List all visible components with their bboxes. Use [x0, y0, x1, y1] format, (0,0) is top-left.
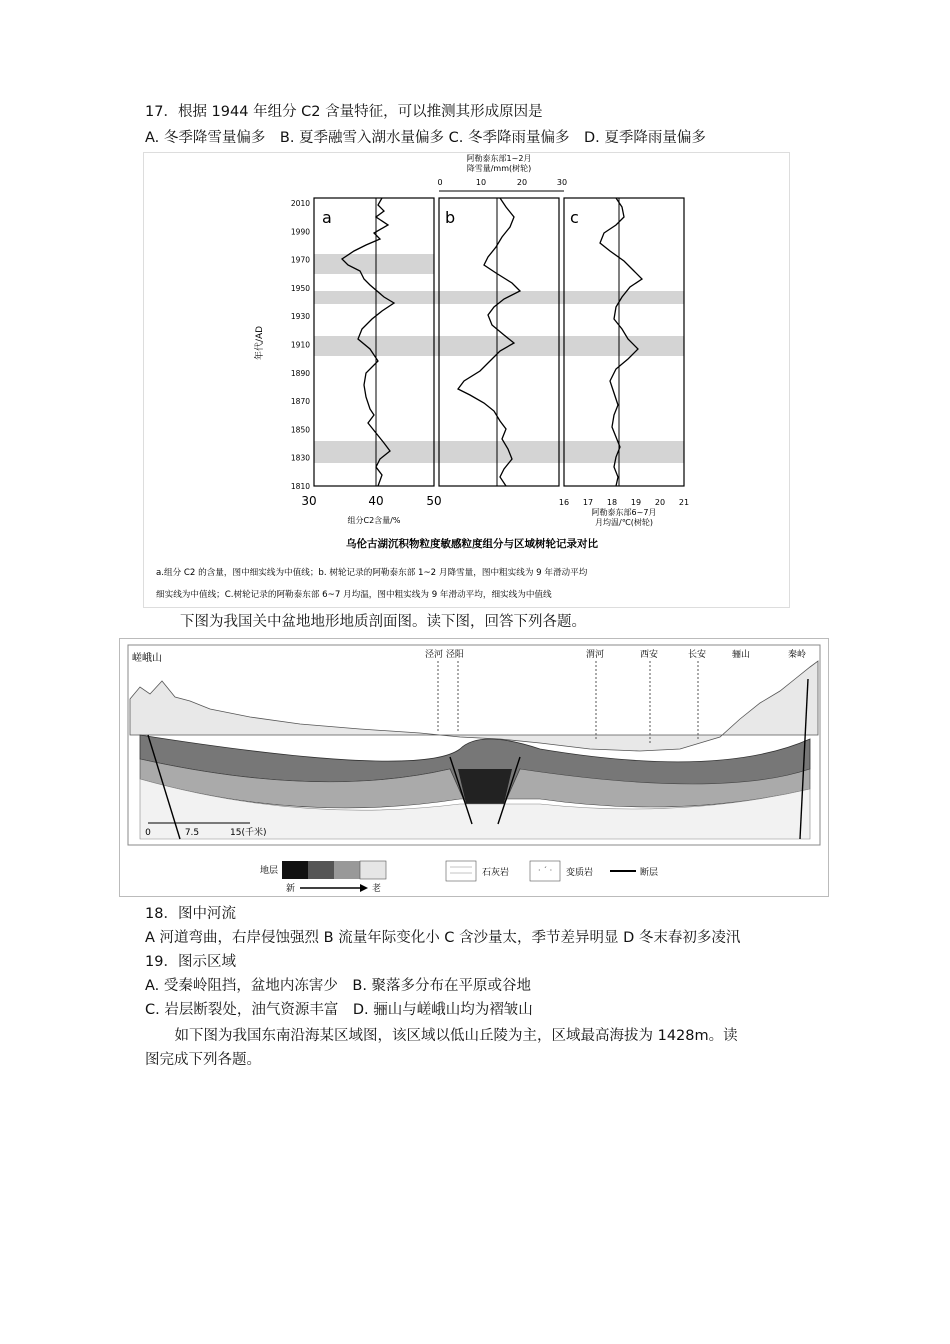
svg-text:· ´ ·: · ´ ·: [538, 866, 553, 875]
legend-strata-label: 地层: [260, 866, 279, 876]
intro-20-line-2: 图完成下列各题。: [145, 1052, 261, 1068]
c-tick-label: 17: [582, 498, 594, 507]
y-tick-label: 1970: [290, 255, 310, 265]
a-tick-50: 50: [426, 494, 442, 508]
q19-stem: 19．图示区域: [145, 954, 236, 970]
top-tick-3: 30: [556, 178, 568, 187]
c-tick-label: 20: [654, 498, 666, 507]
legend-metamorphic: 变质岩: [566, 868, 594, 878]
q19-options-cd: C. 岩层断裂处，油气资源丰富 D. 骊山与嵯峨山均为褶皱山: [145, 1002, 533, 1018]
c-tick-label: 18: [606, 498, 618, 507]
intro-18: 下图为我国关中盆地地形地质剖面图。读下图，回答下列各题。: [180, 614, 586, 630]
q18-stem: 18．图中河流: [145, 906, 236, 922]
y-ticks: [291, 199, 310, 491]
y-tick-label: 1990: [290, 227, 310, 237]
label-lishan: 骊山: [732, 650, 751, 660]
c-axis-title-2: 月均温/℃(树轮): [595, 518, 653, 527]
figure1-caption: 乌伦古湖沉积物粒度敏感粒度组分与区域树轮记录对比: [346, 538, 598, 550]
legend-limestone: 石灰岩: [482, 868, 510, 878]
q17-stem: 17．根据 1944 年组分 C2 含量特征，可以推测其形成原因是: [145, 104, 543, 120]
c-tick-label: 16: [558, 498, 570, 507]
y-axis-title: 年代/AD: [255, 325, 265, 361]
y-tick-label: 1810: [290, 482, 310, 491]
label-changan: 长安: [688, 650, 707, 660]
q19-options-ab: A. 受秦岭阻挡，盆地内冻害少 B. 聚落多分布在平原或谷地: [145, 978, 532, 994]
figure-lake-sediment-chart: [143, 152, 790, 608]
a-tick-30: 30: [301, 494, 317, 508]
top-tick-0: 0: [437, 178, 443, 187]
chart-svg: [144, 153, 789, 607]
legend-new: 新: [286, 884, 296, 894]
q17-options: A. 冬季降雪量偏多 B. 夏季融雪入湖水量偏多 C. 冬季降雨量偏多 D. 夏季降雨量偏多: [145, 130, 706, 146]
y-tick-label: 2010: [290, 199, 310, 208]
label-weihe: 渭河: [586, 650, 605, 660]
scale-7-5: 7.5: [184, 828, 200, 838]
label-cuoe-mountain: 嵯峨山: [132, 653, 162, 664]
intro-20-line-1: 如下图为我国东南沿海某区域图，该区域以低山丘陵为主，区域最高海拔为 1428m。读: [160, 1028, 738, 1044]
q18-options: A 河道弯曲，右岸侵蚀强烈 B 流量年际变化小 C 含沙量太，季节差异明显 D 冬末春初多凌汛: [145, 930, 741, 946]
y-tick-label: 1830: [290, 453, 310, 463]
scale-15km: 15(千米): [230, 828, 267, 838]
top-tick-2: 20: [516, 178, 528, 187]
c-axis-title: 阿勒泰东部6~7月: [591, 508, 657, 517]
legend-fault: 断层: [640, 868, 659, 878]
panel-label-a: a: [322, 208, 332, 227]
y-tick-label: 1950: [290, 283, 310, 293]
c-tick-label: 21: [678, 498, 690, 507]
label-xian: 西安: [640, 650, 659, 660]
legend-old: 老: [372, 884, 382, 894]
a-axis-title: 组分C2含量/%: [347, 516, 401, 525]
figure1-note-1: a.组分 C2 的含量，图中细实线为中值线；b. 树轮记录的阿勒泰东部 1~2 月降雪量，图中粗实线为 9 年滑动平均: [156, 568, 588, 578]
y-tick-label: 1890: [290, 368, 310, 378]
figure-guanzhong-section: [119, 638, 829, 897]
top-tick-1: 10: [475, 178, 487, 187]
c-tick-label: 19: [630, 498, 642, 507]
scale-0: 0: [145, 828, 151, 838]
a-tick-40: 40: [368, 494, 384, 508]
top-axis-title: 阿勒泰东部1~2月: [466, 154, 532, 163]
y-tick-label: 1850: [290, 425, 310, 435]
section-svg: [120, 639, 828, 896]
panel-label-b: b: [445, 208, 456, 227]
label-jinghe-jingyang: 泾河 泾阳: [425, 650, 464, 660]
y-tick-label: 1910: [290, 340, 310, 350]
y-tick-label: 1870: [290, 397, 310, 407]
figure1-note-2: 细实线为中值线；C.树轮记录的阿勒泰东部 6~7 月均温，图中粗实线为 9 年滑动平均，细实线为中值线: [156, 590, 552, 600]
c-ticks: [559, 498, 689, 507]
y-tick-label: 1930: [290, 312, 310, 322]
label-qinling: 秦岭: [788, 650, 807, 660]
top-axis-title-2: 降雪量/mm(树轮): [466, 164, 532, 173]
panel-label-c: c: [570, 208, 579, 227]
